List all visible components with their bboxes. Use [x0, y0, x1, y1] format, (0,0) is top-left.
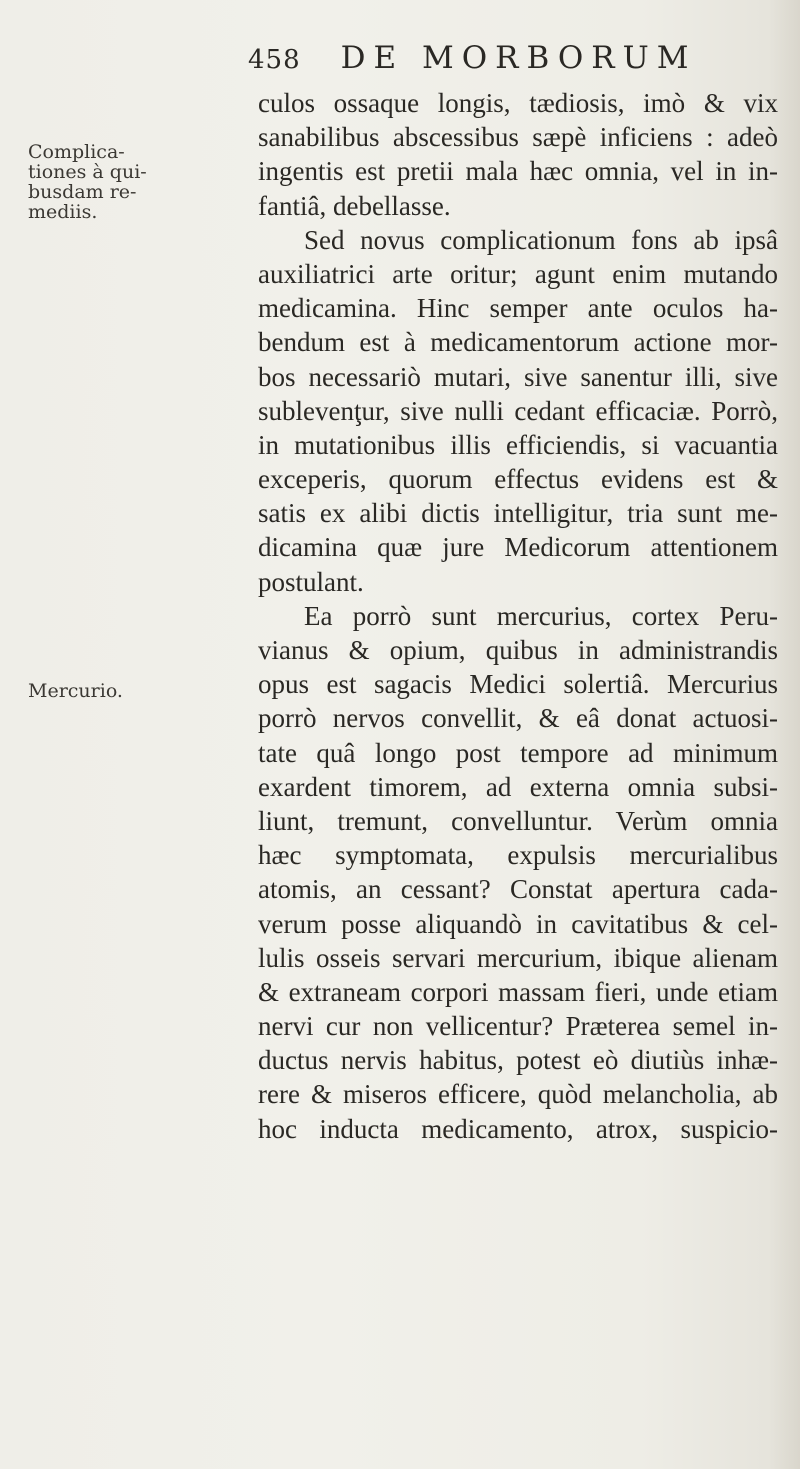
text-line: hoc inducta medicamento, atrox, suspicio- — [258, 1113, 778, 1144]
text-line: rere & miseros efficere, quòd melancholia, ab — [258, 1079, 778, 1110]
text-line: nervi cur non vellicentur? Præterea semel in- — [258, 1011, 778, 1042]
text-line: ingentis est pretii mala hæc omnia, vel in in- — [258, 156, 778, 187]
text-line: sanabilibus abscessibus sæpè inficiens : adeò — [258, 122, 778, 153]
text-line: sublevenţur, sive nulli cedant efficaciæ. Porrò, — [258, 395, 778, 426]
running-head: DE MORBORUM — [340, 40, 697, 76]
margin-note-line: Complica- — [28, 141, 125, 163]
margin-note-line: Mercurio. — [28, 680, 123, 702]
text-line: & extraneam corpori massam fieri, unde etiam — [258, 976, 778, 1007]
text-line: verum posse aliquandò in cavitatibus & cel- — [258, 908, 778, 939]
page-header — [248, 40, 696, 80]
text-line: in mutationibus illis efficiendis, si vacuantia — [258, 429, 778, 460]
text-line: satis ex alibi dictis intelligitur, tria sunt me- — [258, 498, 778, 529]
text-line: ductus nervis habitus, potest eò diutiùs inhæ- — [258, 1045, 778, 1076]
text-line: Ea porrò sunt mercurius, cortex Peru- — [304, 600, 778, 631]
text-line: auxiliatrici arte oritur; agunt enim mutando — [258, 258, 778, 289]
body-text — [258, 86, 778, 1146]
text-line: culos ossaque longis, tædiosis, imò & vix — [258, 88, 778, 118]
margin-note-mercury — [28, 681, 158, 701]
margin-note-line: tiones à qui- — [28, 161, 147, 183]
margin-note-complications — [28, 142, 158, 222]
text-line: liunt, tremunt, convelluntur. Verùm omnia — [258, 805, 778, 836]
text-line: dicamina quæ jure Medicorum attentionem — [258, 532, 778, 563]
text-line: exceperis, quorum effectus evidens est & — [258, 464, 778, 495]
text-line: bos necessariò mutari, sive sanentur illi, sive — [258, 361, 778, 392]
page-number: 458 — [248, 45, 301, 75]
margin-note-line: mediis. — [28, 201, 98, 223]
text-line: opus est sagacis Medici solertiâ. Mercurius — [258, 669, 778, 700]
text-line: porrò nervos convellit, & eâ donat actuosi- — [258, 703, 778, 734]
text-line: Sed novus complicationum fons ab ipsâ — [304, 224, 778, 255]
text-line: fantiâ, debellasse. — [258, 190, 451, 221]
text-line: hæc symptomata, expulsis mercurialibus — [258, 840, 778, 871]
text-line: lulis osseis servari mercurium, ibique alienam — [258, 942, 778, 973]
text-line: vianus & opium, quibus in administrandis — [258, 635, 778, 665]
text-line: bendum est à medicamentorum actione mor- — [258, 327, 778, 358]
text-line: exardent timorem, ad externa omnia subsi- — [258, 771, 778, 802]
text-line: medicamina. Hinc semper ante oculos ha- — [258, 293, 778, 324]
text-line: postulant. — [258, 566, 364, 597]
text-line: atomis, an cessant? Constat apertura cada- — [258, 874, 778, 905]
text-line: tate quâ longo post tempore ad minimum — [258, 737, 778, 768]
margin-note-line: busdam re- — [28, 181, 137, 203]
